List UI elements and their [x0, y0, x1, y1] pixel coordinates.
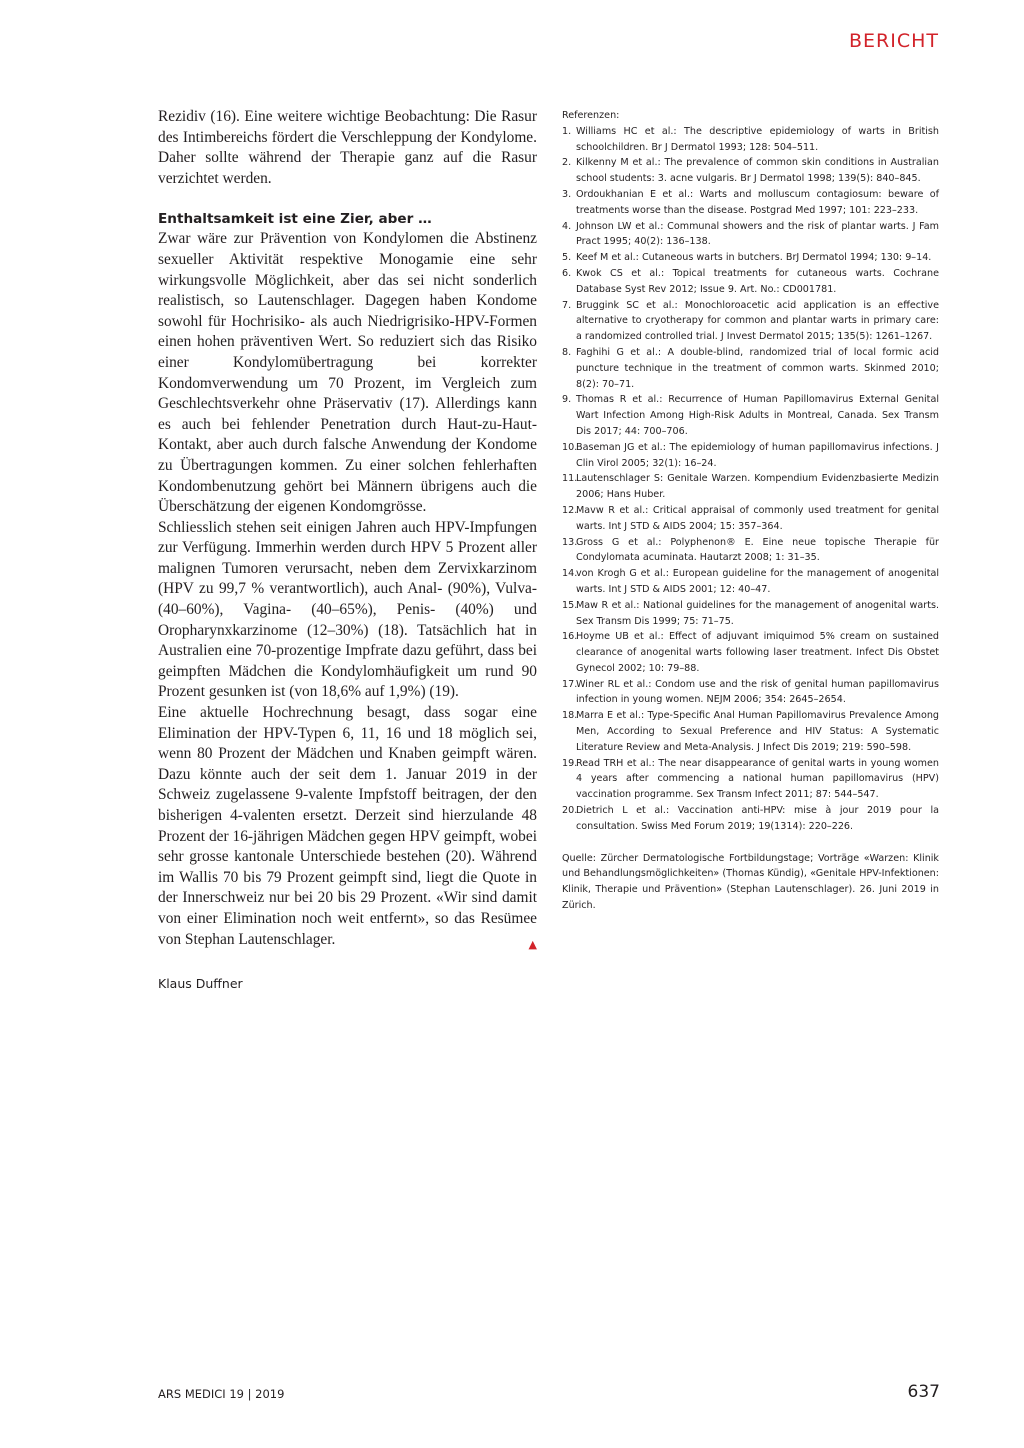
reference-item	[562, 598, 939, 630]
reference-text: Keef M et al.: Cutaneous warts in butchers. BrJ Dermatol 1994; 130: 9–14.	[576, 252, 932, 264]
reference-text: Johnson LW et al.: Communal showers and the risk of plantar warts. J Fam Pract 1995; 40(2): 136–138.	[576, 220, 939, 248]
reference-item	[562, 345, 939, 392]
reference-item	[562, 124, 939, 156]
reference-text: Gross G et al.: Polyphenon® E. Eine neue topische Therapie für Condylomata acuminata. Hautarzt 2008; 1: 31–35.	[576, 536, 939, 564]
reference-item	[562, 503, 939, 535]
article-paragraph-last	[158, 703, 537, 950]
reference-item	[562, 566, 939, 598]
reference-text: Maw R et al.: National guidelines for the management of anogenital warts. Sex Transm Dis 1999; 75: 71–75.	[576, 599, 939, 627]
article-author: Klaus Duffner	[158, 976, 243, 991]
reference-item	[562, 392, 939, 439]
reference-number: 11.	[562, 473, 578, 485]
references-heading: Referenzen:	[562, 110, 620, 121]
reference-number: 18.	[562, 710, 578, 722]
reference-number: 3.	[562, 188, 572, 200]
reference-number: 14.	[562, 568, 578, 580]
reference-text: Faghihi G et al.: A double-blind, randomized trial of local formic acid puncture technique in the treatment of common warts. Skinmed 2010; 8(2): 70–71.	[576, 346, 939, 390]
reference-item	[562, 219, 939, 251]
reference-number: 12.	[562, 504, 578, 516]
reference-number: 8.	[562, 346, 572, 358]
reference-item	[562, 756, 939, 803]
reference-item	[562, 250, 939, 266]
reference-number: 9.	[562, 394, 572, 406]
reference-text: Marra E et al.: Type-Specific Anal Human Papillomavirus Prevalence Among Men, According to Sexual Preference and HIV Status: A Systematic Literature Review and Meta-Analysis. J Infect Dis 2019; 219: 590–598.	[576, 710, 939, 753]
reference-item	[562, 535, 939, 567]
reference-item	[562, 677, 939, 709]
reference-text: Thomas R et al.: Recurrence of Human Papillomavirus External Genital Wart Infection Among High-Risk Adults in Montreal, Canada. Sex Transm Dis 2017; 44: 700–706.	[576, 394, 939, 437]
reference-text: von Krogh G et al.: European guideline for the management of anogenital warts. Int J STD & AIDS 2001; 12: 40–47.	[576, 568, 939, 595]
reference-text: Baseman JG et al.: The epidemiology of human papillomavirus infections. J Clin Virol 2005; 32(1): 16–24.	[576, 441, 939, 469]
reference-text: Mavw R et al.: Critical appraisal of commonly used treatment for genital warts. Int J STD & AIDS 2004; 15: 357–364.	[576, 504, 939, 532]
reference-item	[562, 155, 939, 187]
article-paragraph: Rezidiv (16). Eine weitere wichtige Beobachtung: Die Rasur des Intimbereichs fördert die Verschleppung der Kondylome. Daher sollte während der Therapie ganz auf die Rasur verzichtet werden.	[158, 108, 537, 187]
reference-text: Hoyme UB et al.: Effect of adjuvant imiquimod 5% cream on sustained clearance of anogenital warts following laser treatment. Infect Dis Obstet Gynecol 2002; 10: 79–88.	[576, 631, 939, 674]
article-paragraph: Zwar wäre zur Prävention von Kondylomen die Abstinenz sexueller Aktivität respektive Monogamie eine sehr wirkungsvolle Möglichkeit, aber das sei nicht sonderlich realistisch, so Lautenschlager. Dagegen haben Kondome sowohl für Hochrisiko- als auch Niedrigrisiko-HPV-Formen einen hohen präventiven Wert. So reduziert sich das Risiko einer Kondylomübertragung bei korrekter Kondomverwendung um 70 Prozent, im Vergleich zum Geschlechtsverkehr ohne Präservativ (17). Allerdings kann es auch bei fehlender Penetration durch Haut-zu-Haut-Kontakt, aber auch durch falsche Anwendung der Kondome zu Übertragungen kommen. Zu einer solchen fehlerhaften Kondombenutzung gehört bei Männern übrigens auch die Überschätzung der eigenen Kondomgrösse.	[158, 230, 537, 516]
reference-text: Lautenschlager S: Genitale Warzen. Kompendium Evidenzbasierte Medizin 2006; Hans Huber.	[576, 473, 939, 501]
reference-number: 16.	[562, 631, 578, 643]
reference-number: 15.	[562, 599, 578, 611]
reference-item	[562, 298, 939, 345]
reference-item	[562, 266, 939, 298]
article-paragraph: Schliesslich stehen seit einigen Jahren auch HPV-Impfungen zur Verfügung. Immerhin werden durch HPV 5 Prozent aller malignen Tumoren verursacht, neben dem Zervixkarzinom (HPV zu 99,7 % verantwortlich), auch Anal- (90%), Vulva- (40–60%), Vagina- (40–65%), Penis- (40%) und Oropharynxkarzinome (12–30%) (18). Tatsächlich hat in Australien eine 70-prozentige Impfrate dazu geführt, dass bei geimpften Mädchen die Kondylomhäufigkeit um rund 90 Prozent gesunken ist (von 18,6% auf 1,9%) (19).	[158, 518, 537, 701]
reference-number: 5.	[562, 252, 572, 264]
reference-text: Kilkenny M et al.: The prevalence of common skin conditions in Australian school students: 3. acne vulgaris. Br J Dermatol 1998; 139(5): 840–845.	[576, 157, 939, 185]
section-label: BERICHT	[848, 30, 939, 52]
reference-text: Dietrich L et al.: Vaccination anti-HPV: mise à jour 2019 pour la consultation. Swiss Med Forum 2019; 19(1314): 220–226.	[576, 805, 939, 832]
reference-text: Ordoukhanian E et al.: Warts and molluscum contagiosum: beware of treatments worse than the disease. Postgrad Med 1997; 101: 223–233.	[576, 188, 939, 216]
reference-number: 13.	[562, 536, 578, 548]
reference-number: 17.	[562, 678, 578, 690]
reference-number: 19.	[562, 757, 578, 769]
reference-item	[562, 440, 939, 472]
reference-number: 4.	[562, 220, 572, 232]
reference-text: Winer RL et al.: Condom use and the risk of genital human papillomavirus infection in young women. NEJM 2006; 354: 2645–2654.	[576, 678, 939, 706]
reference-item	[562, 471, 939, 503]
footer-journal: ARS MEDICI 19 | 2019	[158, 1387, 285, 1401]
reference-number: 7.	[562, 299, 572, 311]
reference-item	[562, 708, 939, 755]
reference-number: 10.	[562, 441, 578, 453]
references-column	[562, 108, 939, 923]
reference-item	[562, 803, 939, 835]
reference-number: 2.	[562, 157, 572, 169]
source-note: Quelle: Zürcher Dermatologische Fortbildungstage; Vorträge «Warzen: Klinik und Behandlungsmöglichkeiten» (Thomas Kündig), «Genitale HPV-Infektionen: Klinik, Therapie und Prävention» (Stephan Lautenschlager). 26. Juni 2019 in Zürich.	[562, 852, 939, 912]
article-paragraph-text: Eine aktuelle Hochrechnung besagt, dass sogar eine Elimination der HPV-Typen 6, 11, 16 und 18 möglich sei, wenn 80 Prozent der Mädchen und Knaben geimpft wären. Dazu könnte auch der seit dem 1. Januar 2019 in der Schweiz zugelassene 9-valente Impfstoff beitragen, der den bisherigen 4-valenten ersetzt. Derzeit sind hierzulande 48 Prozent der 16-jährigen Mädchen gegen HPV geimpft, wobei sehr grosse kantonale Unterschiede bestehen (20). Während im Wallis 70 bis 79 Prozent geimpft sind, liegt die Quote in der Innerschweiz nur bei 20 bis 29 Prozent. «Wir sind damit von einer Elimination noch weit entfernt», so das Resümee von Stephan Lautenschlager.	[158, 704, 537, 948]
article-body	[158, 107, 537, 955]
reference-item	[562, 629, 939, 676]
reference-number: 6.	[562, 267, 572, 279]
reference-text: Kwok CS et al.: Topical treatments for cutaneous warts. Cochrane Database Syst Rev 2012; Issue 9. Art. No.: CD001781.	[576, 267, 939, 295]
reference-number: 1.	[562, 125, 572, 137]
reference-item	[562, 187, 939, 219]
reference-number: 20.	[562, 805, 578, 817]
reference-text: Bruggink SC et al.: Monochloroacetic acid application is an effective alternative to cryotherapy for common and plantar warts in primary care: a randomized controlled trial. J Invest Dermatol 2015; 135(5): 1261–1267.	[576, 299, 939, 343]
references-list	[562, 124, 939, 835]
reference-text: Williams HC et al.: The descriptive epidemiology of warts in British schoolchildren. Br J Dermatol 1993; 128: 504–511.	[576, 125, 939, 153]
page-number: 637	[907, 1382, 940, 1402]
end-of-article-icon: ▲	[528, 937, 537, 951]
article-subheading: Enthaltsamkeit ist eine Zier, aber …	[158, 211, 432, 228]
reference-text: Read TRH et al.: The near disappearance of genital warts in young women 4 years after commencing a national human papillomavirus (HPV) vaccination programme. Sex Transm Infect 2011; 87: 544–547.	[576, 757, 939, 801]
